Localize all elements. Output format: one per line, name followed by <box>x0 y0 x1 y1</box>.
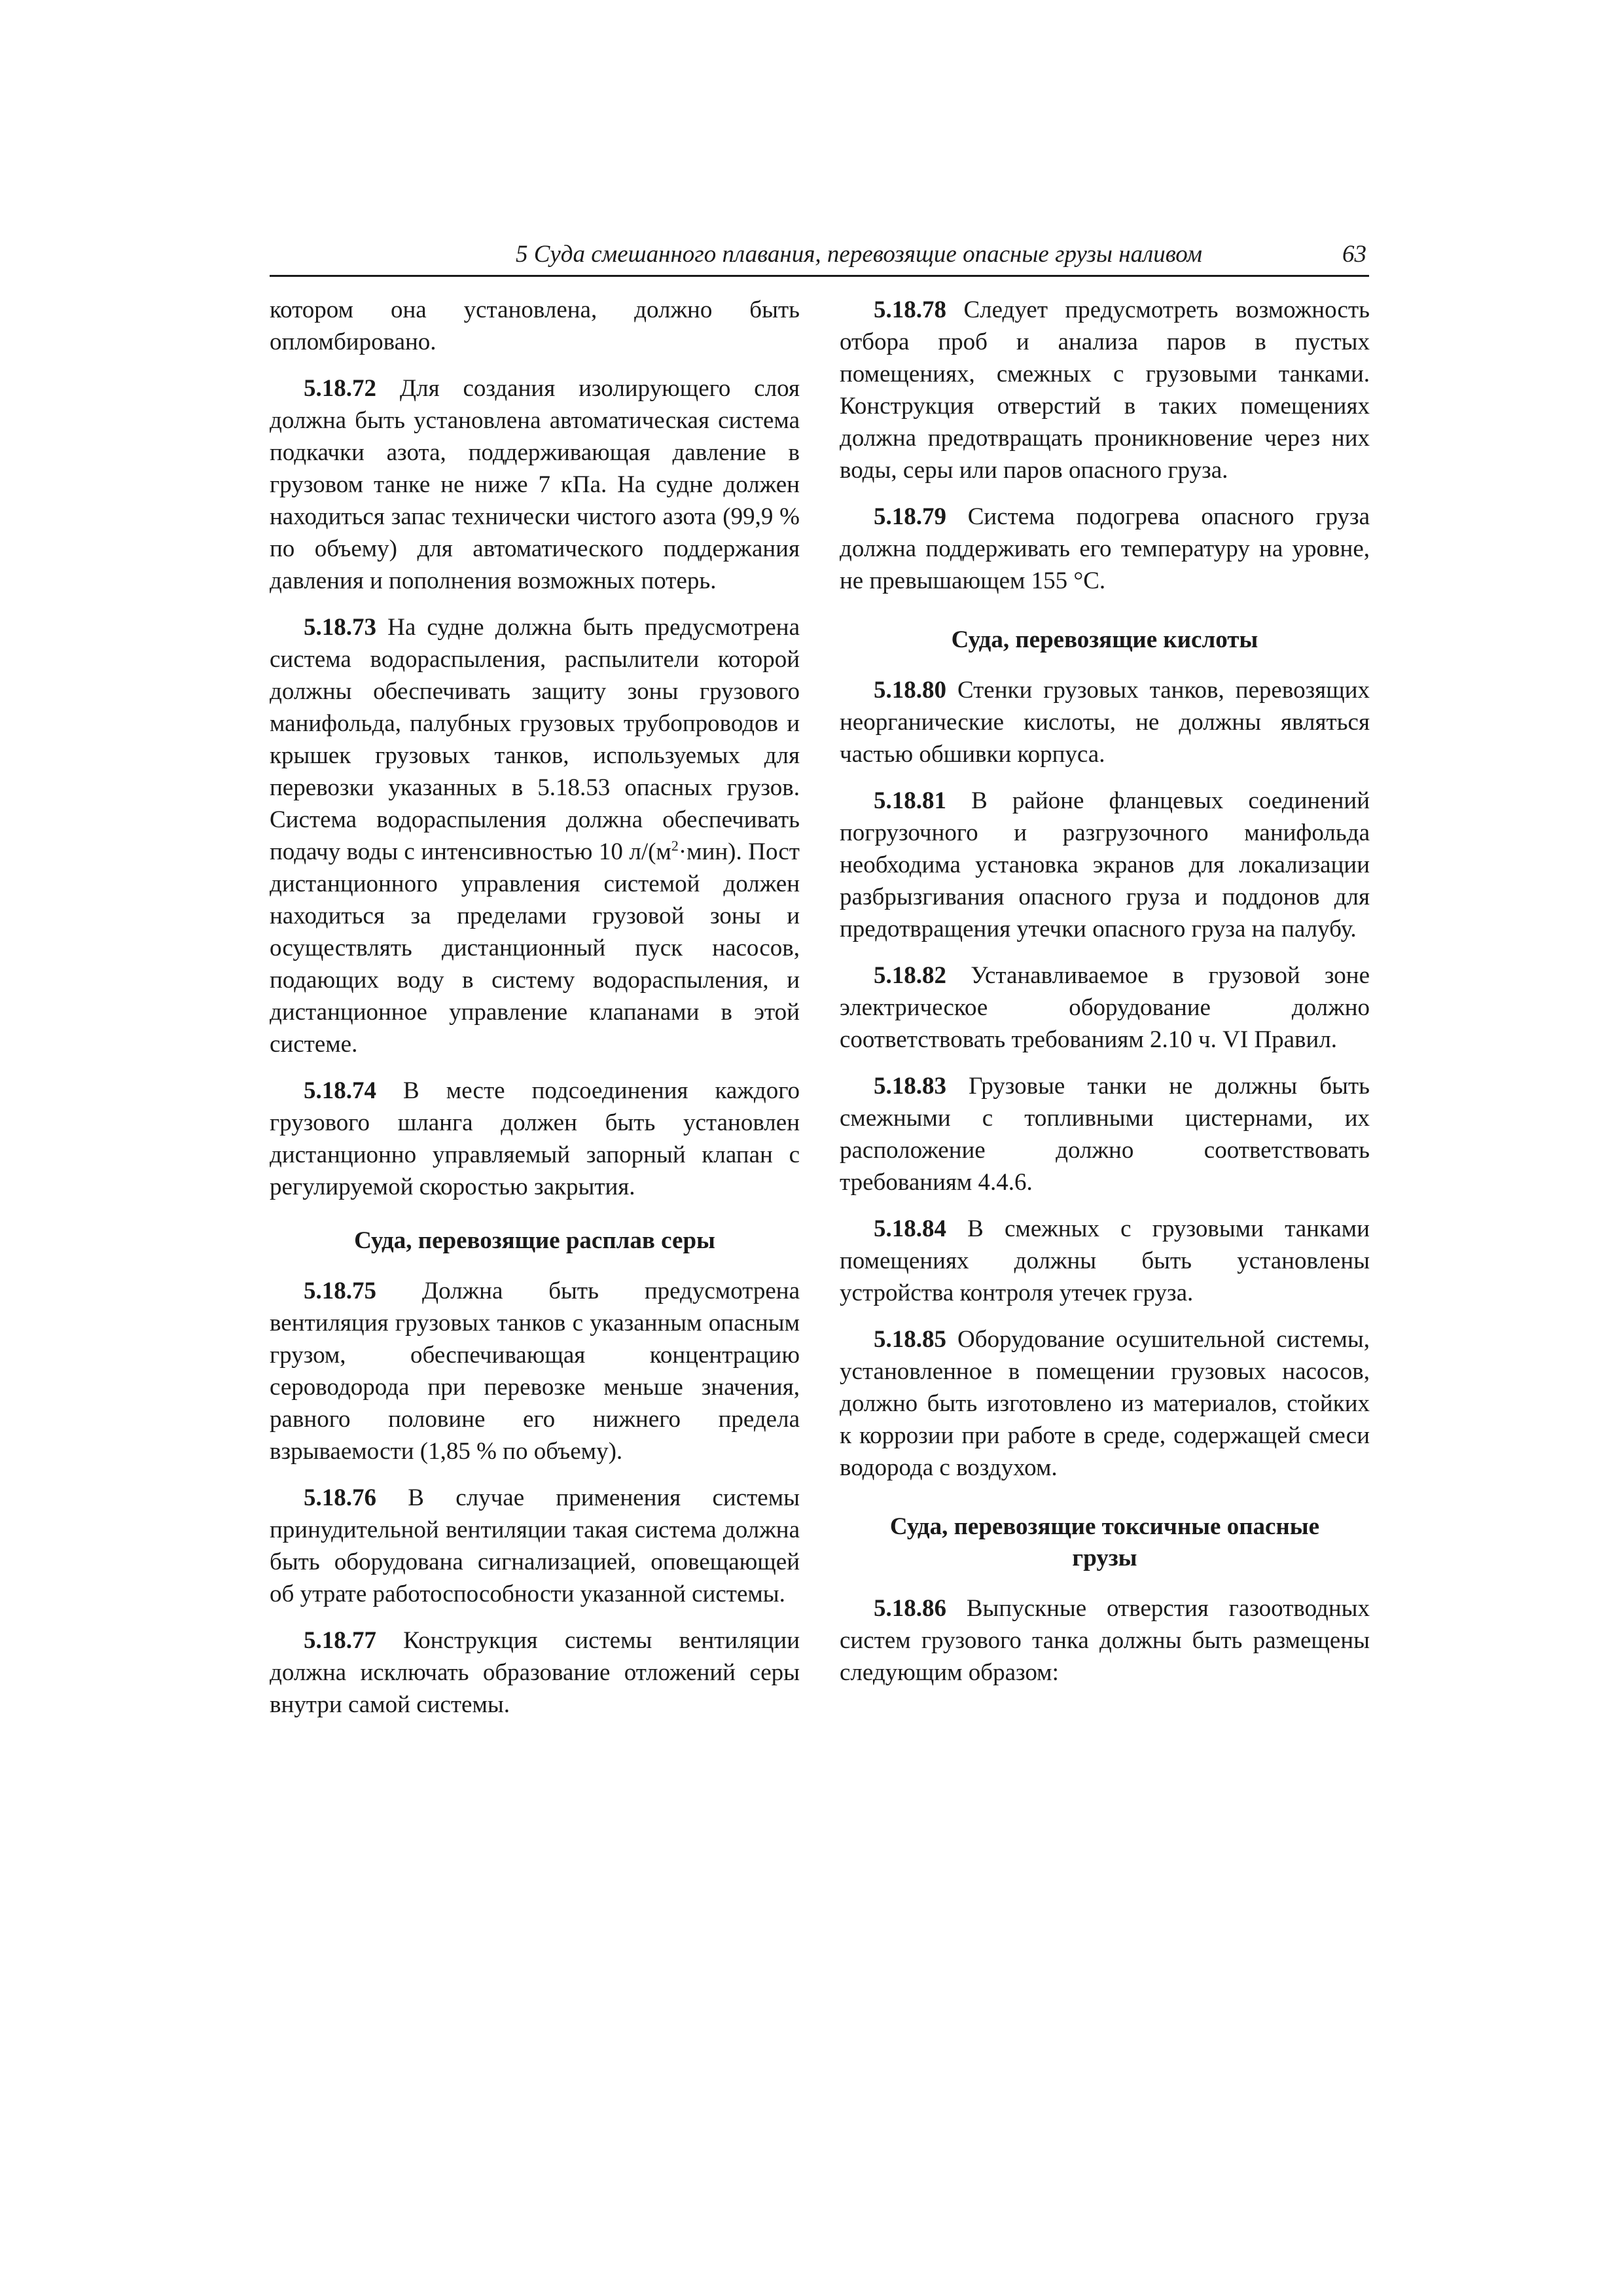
paragraph-5-18-75 <box>270 1275 800 1467</box>
paragraph-number: 5.18.77 <box>304 1627 376 1654</box>
paragraph-5-18-86 <box>840 1592 1370 1689</box>
paragraph-text: Система подогрева опасного груза должна поддерживать его температуру на уровне, не превышающем 155 °С. <box>840 503 1370 594</box>
paragraph-text: Конструкция системы вентиляции должна исключать образование отложений серы внутри самой системы. <box>270 1627 800 1718</box>
paragraph-number: 5.18.79 <box>874 503 946 530</box>
left-column <box>270 294 800 1735</box>
paragraph-continuation <box>270 294 800 358</box>
paragraph-5-18-80 <box>840 674 1370 770</box>
paragraph-number: 5.18.75 <box>304 1278 376 1304</box>
paragraph-5-18-74 <box>270 1075 800 1203</box>
right-column <box>840 294 1370 1703</box>
paragraph-text: котором она установлена, должно быть опломбировано. <box>270 296 800 355</box>
paragraph-text: Стенки грузовых танков, перевозящих неорганические кислоты, не должны являться частью обшивки корпуса. <box>840 677 1370 768</box>
section-heading-acids: Суда, перевозящие кислоты <box>951 626 1258 653</box>
paragraph-text: Для создания изолирующего слоя должна быть установлена автоматическая система подкачки азота, поддерживающая давление в грузовом танке не ниже 7 кПа. На судне должен находиться запас технически чистого азота (99,9 % по объему) для автоматического поддержания давления и пополнения возможных потерь. <box>270 375 800 594</box>
paragraph-5-18-83 <box>840 1070 1370 1198</box>
paragraph-text: Выпускные отверстия газоотводных систем грузового танка должны быть размещены следующим образом: <box>840 1595 1370 1686</box>
paragraph-5-18-81 <box>840 785 1370 945</box>
paragraph-text: ·мин). Пост дистанционного управления системой должен находиться за пределами грузовой зоны и осуществлять дистанционный пуск насосов, подающих воду в систему водораспыления, и дистанционное управление клапанами в этой системе. <box>270 838 800 1058</box>
paragraph-number: 5.18.74 <box>304 1077 376 1104</box>
paragraph-number: 5.18.81 <box>874 787 946 814</box>
paragraph-number: 5.18.83 <box>874 1073 946 1100</box>
paragraph-5-18-76 <box>270 1482 800 1610</box>
paragraph-number: 5.18.82 <box>874 962 946 989</box>
paragraph-5-18-84 <box>840 1213 1370 1309</box>
paragraph-5-18-82 <box>840 960 1370 1056</box>
paragraph-text: В смежных с грузовыми танками помещениях должны быть установлены устройства контроля утечек груза. <box>840 1215 1370 1306</box>
paragraph-5-18-77 <box>270 1624 800 1721</box>
section-heading-sulfur: Суда, перевозящие расплав серы <box>354 1227 715 1254</box>
paragraph-5-18-73 <box>270 611 800 1060</box>
paragraph-text: В районе фланцевых соединений погрузочного и разгрузочного манифольда необходима установка экранов для локализации разбрызгивания опасного груза и поддонов для предотвращения утечки опасного груза на палубу. <box>840 787 1370 942</box>
section-heading-toxic: Суда, перевозящие токсичные опасные грузы <box>889 1513 1320 1571</box>
paragraph-text: Следует предусмотреть возможность отбора проб и анализа паров в пустых помещениях, смежных с грузовыми танками. Конструкция отверстий в таких помещениях должна предотвращать проникновение через них воды, серы или паров опасного груза. <box>840 296 1370 484</box>
paragraph-text: Оборудование осушительной системы, установленное в помещении грузовых насосов, должно быть изготовлено из материалов, стойких к коррозии при работе в среде, содержащей смеси водорода с воздухом. <box>840 1326 1370 1481</box>
paragraph-number: 5.18.73 <box>304 614 376 641</box>
paragraph-number: 5.18.78 <box>874 296 946 323</box>
paragraph-number: 5.18.84 <box>874 1215 946 1242</box>
paragraph-text: На судне должна быть предусмотрена система водораспыления, распылители которой должны обеспечивать защиту зоны грузового манифольда, палубных грузовых трубопроводов и крышек грузовых танков, используемых для перевозки указанных в 5.18.53 опасных грузов. Система водораспыления должна обеспечивать подачу воды с интенсивностью 10 л/(м <box>270 614 800 865</box>
page-number: 63 <box>1342 241 1366 268</box>
paragraph-number: 5.18.86 <box>874 1595 946 1622</box>
paragraph-5-18-78 <box>840 294 1370 486</box>
paragraph-text: В месте подсоединения каждого грузового шланга должен быть установлен дистанционно управляемый запорный клапан с регулируемой скоростью закрытия. <box>270 1077 800 1200</box>
paragraph-text: Должна быть предусмотрена вентиляция грузовых танков с указанным опасным грузом, обеспечивающая концентрацию сероводорода при перевозке меньше значения, равного половине его нижнего предела взрываемости (1,85 % по объему). <box>270 1278 800 1465</box>
paragraph-5-18-85 <box>840 1323 1370 1484</box>
paragraph-number: 5.18.72 <box>304 375 376 402</box>
paragraph-text: Устанавливаемое в грузовой зоне электрическое оборудование должно соответствовать требованиям 2.10 ч. VI Правил. <box>840 962 1370 1053</box>
paragraph-number: 5.18.80 <box>874 677 946 704</box>
paragraph-text: В случае применения системы принудительной вентиляции такая система должна быть оборудована сигнализацией, оповещающей об утрате работоспособности указанной системы. <box>270 1484 800 1607</box>
paragraph-number: 5.18.76 <box>304 1484 376 1511</box>
paragraph-5-18-72 <box>270 372 800 597</box>
paragraph-5-18-79 <box>840 501 1370 597</box>
paragraph-number: 5.18.85 <box>874 1326 946 1353</box>
superscript: 2 <box>671 837 679 854</box>
paragraph-text: Грузовые танки не должны быть смежными с топливными цистернами, их расположение должно соответствовать требованиям 4.4.6. <box>840 1073 1370 1196</box>
running-header <box>270 237 1369 277</box>
running-header-title: 5 Суда смешанного плавания, перевозящие опасные грузы наливом <box>515 241 1202 268</box>
